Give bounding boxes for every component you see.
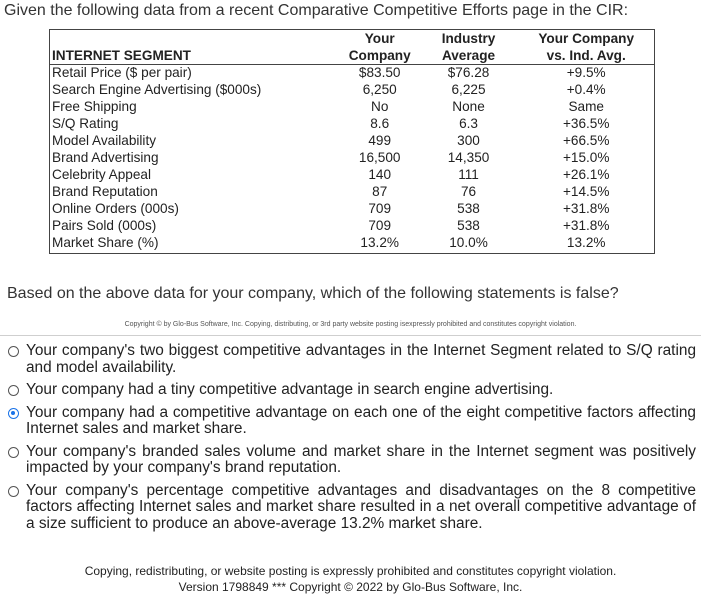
table-row [50, 133, 654, 150]
vs-industry-value: +15.0% [562, 150, 610, 165]
radio-unselected-icon[interactable] [8, 486, 19, 497]
answer-option-5[interactable] [6, 483, 696, 533]
row-label: Celebrity Appeal [52, 167, 151, 182]
answer-option-text: Your company's two biggest competitive advantages in the Internet Segment related to S/Q rating and model availability. [26, 342, 696, 376]
industry-average-value: 76 [460, 184, 477, 199]
table-header-row [50, 30, 654, 65]
divider [0, 335, 701, 336]
intro-text: Given the following data from a recent Comparative Competitive Efforts page in the CIR: [4, 2, 629, 19]
your-company-value: 709 [368, 218, 392, 233]
footer [0, 563, 701, 595]
footer-line-1: Copying, redistributing, or website posting is expressly prohibited and constitutes copyright violation. [84, 564, 617, 578]
answer-options [6, 343, 696, 538]
table-row [50, 82, 654, 99]
vs-industry-value: +0.4% [566, 82, 606, 97]
industry-average-value: 538 [457, 201, 480, 216]
your-company-value: 16,500 [358, 150, 401, 165]
table-row [50, 65, 654, 83]
radio-unselected-icon[interactable] [8, 447, 19, 458]
your-company-value: 13.2% [360, 235, 399, 250]
question-text: Based on the above data for your company, which of the following statements is false? [7, 285, 619, 302]
row-label: Retail Price ($ per pair) [52, 65, 192, 80]
table-row [50, 201, 654, 218]
header-vs-industry: Your Company vs. Ind. Avg. [538, 31, 635, 63]
table-row [50, 99, 654, 116]
vs-industry-value: +36.5% [562, 116, 610, 131]
radio-unselected-icon[interactable] [8, 346, 19, 357]
row-label: Free Shipping [52, 99, 137, 114]
radio-selected-icon[interactable] [8, 408, 19, 419]
vs-industry-value: +31.8% [562, 218, 610, 233]
industry-average-value: $76.28 [447, 65, 490, 80]
radio-unselected-icon[interactable] [8, 385, 19, 396]
industry-average-value: 538 [457, 218, 480, 233]
row-label: Model Availability [52, 133, 157, 148]
answer-option-text: Your company had a competitive advantage on each one of the eight competitive factors affecting Internet sales and market share. [26, 403, 696, 437]
industry-average-value: 6,225 [451, 82, 486, 97]
answer-option-3[interactable] [6, 405, 696, 438]
vs-industry-value: +66.5% [562, 133, 610, 148]
table-row [50, 150, 654, 167]
vs-industry-value: +26.1% [562, 167, 610, 182]
footer-line-2: Version 1798849 *** Copyright © 2022 by Glo-Bus Software, Inc. [178, 580, 523, 594]
comparison-table [49, 29, 655, 254]
row-label: Brand Reputation [52, 184, 158, 199]
vs-industry-value: +14.5% [562, 184, 610, 199]
row-label: Brand Advertising [52, 150, 159, 165]
industry-average-value: None [452, 99, 485, 114]
your-company-value: 6,250 [362, 82, 397, 97]
your-company-value: 140 [368, 167, 392, 182]
your-company-value: 499 [368, 133, 392, 148]
your-company-value: No [371, 99, 389, 114]
header-your-company: Your Company [348, 31, 411, 63]
answer-option-text: Your company's percentage competitive advantages and disadvantages on the 8 competitive factors affecting Internet sales and market share resulted in a net overall competitive advantage of a size sufficient to produce an above-average 13.2% market share. [26, 481, 696, 532]
answer-option-4[interactable] [6, 444, 696, 477]
small-copyright-notice: Copyright © by Glo-Bus Software, Inc. Copying, distributing, or 3rd party website posting isexpressly prohibited and constitutes copyright violation. [124, 321, 577, 328]
row-label: Pairs Sold (000s) [52, 218, 157, 233]
your-company-value: 8.6 [370, 116, 390, 131]
table-row [50, 235, 654, 252]
row-label: S/Q Rating [52, 116, 119, 131]
table-row [50, 116, 654, 133]
vs-industry-value: 13.2% [566, 235, 606, 250]
header-segment: INTERNET SEGMENT [52, 47, 191, 63]
industry-average-value: 10.0% [449, 235, 488, 250]
table-row [50, 184, 654, 201]
industry-average-value: 111 [458, 167, 479, 182]
answer-option-text: Your company had a tiny competitive advantage in search engine advertising. [26, 381, 554, 398]
vs-industry-value: Same [568, 99, 604, 114]
table-row [50, 167, 654, 184]
your-company-value: $83.50 [358, 65, 401, 80]
row-label: Online Orders (000s) [52, 201, 179, 216]
industry-average-value: 300 [457, 133, 480, 148]
vs-industry-value: +31.8% [562, 201, 610, 216]
industry-average-value: 6.3 [459, 116, 478, 131]
your-company-value: 709 [368, 201, 392, 216]
industry-average-value: 14,350 [447, 150, 490, 165]
row-label: Search Engine Advertising ($000s) [52, 82, 262, 97]
table-row [50, 218, 654, 235]
vs-industry-value: +9.5% [566, 65, 606, 80]
your-company-value: 87 [372, 184, 388, 199]
answer-option-text: Your company's branded sales volume and market share in the Internet segment was positively impacted by your company's brand reputation. [26, 442, 696, 476]
row-label: Market Share (%) [52, 235, 159, 250]
header-industry-average: Industry Average [441, 31, 496, 63]
answer-option-1[interactable] [6, 343, 696, 376]
answer-option-2[interactable] [6, 382, 696, 399]
